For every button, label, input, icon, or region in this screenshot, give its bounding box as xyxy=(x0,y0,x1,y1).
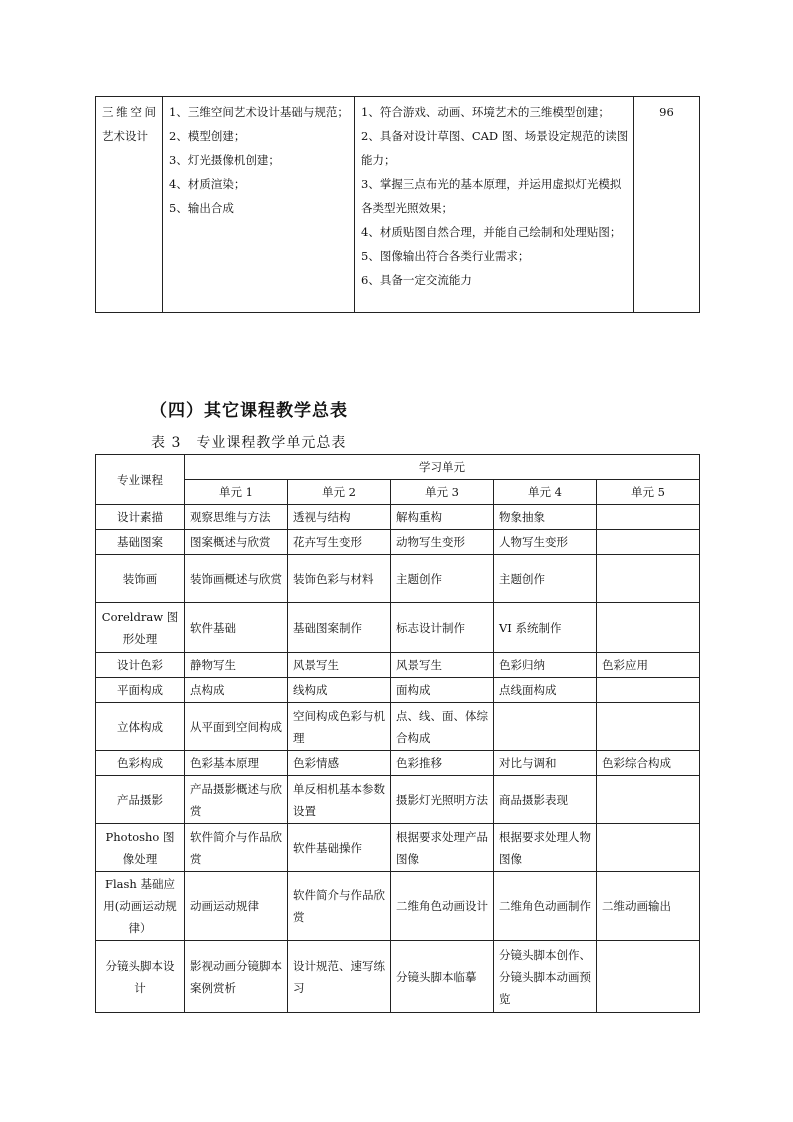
unit-header: 单元 1 xyxy=(185,480,288,505)
unit-cell: 二维角色动画制作 xyxy=(494,872,597,941)
course-name: 装饰画 xyxy=(96,555,185,603)
unit-cell: 色彩基本原理 xyxy=(185,751,288,776)
table-row xyxy=(96,97,700,313)
table-row xyxy=(96,776,700,824)
table-row xyxy=(96,824,700,872)
table-row xyxy=(96,751,700,776)
unit-cell: 色彩应用 xyxy=(597,653,700,678)
unit-cell: 观察思维与方法 xyxy=(185,505,288,530)
unit-cell: 色彩推移 xyxy=(391,751,494,776)
header-group: 学习单元 xyxy=(185,455,700,480)
requirement-line: 各类型光照效果； xyxy=(361,201,453,215)
course-name: 立体构成 xyxy=(96,703,185,751)
unit-cell: 风景写生 xyxy=(391,653,494,678)
unit-cell: 分镜头脚本临摹 xyxy=(391,941,494,1013)
unit-cell xyxy=(597,678,700,703)
unit-cell: 影视动画分镜脚本案例赏析 xyxy=(185,941,288,1013)
unit-cell: 点、线、面、体综合构成 xyxy=(391,703,494,751)
unit-cell xyxy=(597,941,700,1013)
unit-cell: 二维角色动画设计 xyxy=(391,872,494,941)
table-row xyxy=(96,941,700,1013)
unit-cell xyxy=(597,703,700,751)
table-caption: 表 3 专业课程教学单元总表 xyxy=(151,435,347,451)
unit-cell: 透视与结构 xyxy=(288,505,391,530)
unit-cell: 物象抽象 xyxy=(494,505,597,530)
course-name: Flash 基础应用(动画运动规律） xyxy=(96,872,185,941)
table-row xyxy=(96,530,700,555)
table-row xyxy=(96,603,700,653)
table-row xyxy=(96,703,700,751)
unit-cell xyxy=(597,505,700,530)
unit-cell: 根据要求处理人物图像 xyxy=(494,824,597,872)
unit-line: 4、材质渲染； xyxy=(169,177,246,191)
unit-cell xyxy=(597,824,700,872)
unit-cell: 主题创作 xyxy=(494,555,597,603)
header-row xyxy=(96,455,700,480)
course-units-table xyxy=(95,454,700,1013)
unit-cell: 单反相机基本参数设置 xyxy=(288,776,391,824)
requirement-line: 6、具备一定交流能力 xyxy=(361,273,472,287)
unit-cell: 色彩归纳 xyxy=(494,653,597,678)
section-heading: （四）其它课程教学总表 xyxy=(150,401,348,421)
unit-cell: 软件基础操作 xyxy=(288,824,391,872)
unit-header: 单元 3 xyxy=(391,480,494,505)
requirement-line: 2、具备对设计草图、CAD 图、场景设定规范的读图 xyxy=(361,129,629,143)
unit-header: 单元 4 xyxy=(494,480,597,505)
unit-cell: 商品摄影表现 xyxy=(494,776,597,824)
unit-cell: 点线面构成 xyxy=(494,678,597,703)
unit-cell: VI 系统制作 xyxy=(494,603,597,653)
header-row xyxy=(96,480,700,505)
unit-cell: 静物写生 xyxy=(185,653,288,678)
unit-cell: 装饰画概述与欣赏 xyxy=(185,555,288,603)
course-name: 分镜头脚本设计 xyxy=(96,941,185,1013)
course-name-cell xyxy=(96,97,163,313)
unit-cell: 基础图案制作 xyxy=(288,603,391,653)
unit-cell: 软件简介与作品欣赏 xyxy=(288,872,391,941)
requirement-line: 1、符合游戏、动画、环境艺术的三维模型创建； xyxy=(361,105,610,119)
unit-cell: 装饰色彩与材料 xyxy=(288,555,391,603)
table-row xyxy=(96,653,700,678)
unit-cell xyxy=(597,530,700,555)
course-name: 设计色彩 xyxy=(96,653,185,678)
unit-cell: 对比与调和 xyxy=(494,751,597,776)
unit-cell: 图案概述与欣赏 xyxy=(185,530,288,555)
unit-cell xyxy=(494,703,597,751)
course-name: 平面构成 xyxy=(96,678,185,703)
unit-cell: 解构重构 xyxy=(391,505,494,530)
unit-cell: 从平面到空间构成 xyxy=(185,703,288,751)
course-name: 产品摄影 xyxy=(96,776,185,824)
course-name: 基础图案 xyxy=(96,530,185,555)
requirement-line: 3、掌握三点布光的基本原理，并运用虚拟灯光模拟 xyxy=(361,177,622,191)
unit-line: 2、模型创建； xyxy=(169,129,246,143)
unit-cell: 花卉写生变形 xyxy=(288,530,391,555)
unit-header: 单元 5 xyxy=(597,480,700,505)
course-detail-table xyxy=(95,96,700,313)
unit-cell: 动画运动规律 xyxy=(185,872,288,941)
unit-cell: 面构成 xyxy=(391,678,494,703)
units-cell xyxy=(163,97,355,313)
unit-cell: 标志设计制作 xyxy=(391,603,494,653)
unit-cell xyxy=(597,555,700,603)
unit-cell: 色彩情感 xyxy=(288,751,391,776)
requirement-line: 5、图像输出符合各类行业需求； xyxy=(361,249,530,263)
requirement-line: 4、材质贴图自然合理，并能自己绘制和处理贴图； xyxy=(361,225,622,239)
unit-cell: 软件基础 xyxy=(185,603,288,653)
course-name: Photosho 图像处理 xyxy=(96,824,185,872)
course-name: 设计素描 xyxy=(96,505,185,530)
table-row xyxy=(96,505,700,530)
unit-cell: 软件简介与作品欣赏 xyxy=(185,824,288,872)
header-course: 专业课程 xyxy=(96,455,185,505)
unit-cell xyxy=(597,603,700,653)
table-row xyxy=(96,678,700,703)
table-row xyxy=(96,872,700,941)
unit-cell: 色彩综合构成 xyxy=(597,751,700,776)
unit-cell: 人物写生变形 xyxy=(494,530,597,555)
requirements-cell xyxy=(355,97,634,313)
unit-cell: 设计规范、速写练习 xyxy=(288,941,391,1013)
requirement-line: 能力； xyxy=(361,153,396,167)
course-name: 三维空间艺术设计 xyxy=(102,105,156,143)
hours-cell xyxy=(634,97,700,313)
unit-cell: 点构成 xyxy=(185,678,288,703)
unit-cell: 线构成 xyxy=(288,678,391,703)
unit-cell: 动物写生变形 xyxy=(391,530,494,555)
unit-cell: 摄影灯光照明方法 xyxy=(391,776,494,824)
unit-cell: 空间构成色彩与机理 xyxy=(288,703,391,751)
unit-cell: 二维动画输出 xyxy=(597,872,700,941)
unit-cell: 主题创作 xyxy=(391,555,494,603)
unit-cell: 产品摄影概述与欣赏 xyxy=(185,776,288,824)
unit-line: 3、灯光摄像机创建； xyxy=(169,153,280,167)
hours-value: 96 xyxy=(659,105,674,119)
unit-cell: 分镜头脚本创作、分镜头脚本动画预览 xyxy=(494,941,597,1013)
unit-header: 单元 2 xyxy=(288,480,391,505)
unit-cell: 风景写生 xyxy=(288,653,391,678)
unit-line: 5、输出合成 xyxy=(169,201,234,215)
course-name: Coreldraw 图形处理 xyxy=(96,603,185,653)
unit-line: 1、三维空间艺术设计基础与规范； xyxy=(169,105,349,119)
table-row xyxy=(96,555,700,603)
unit-cell xyxy=(597,776,700,824)
course-name: 色彩构成 xyxy=(96,751,185,776)
unit-cell: 根据要求处理产品图像 xyxy=(391,824,494,872)
